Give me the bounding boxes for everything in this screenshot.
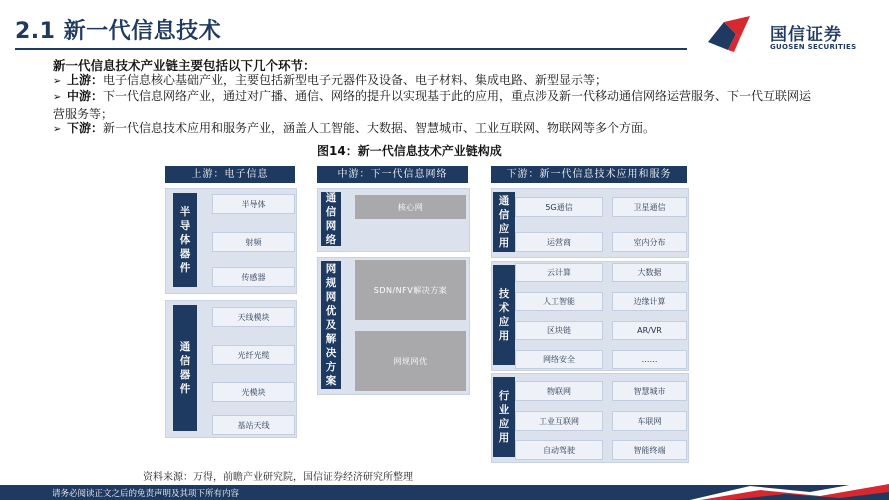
chain-item: AR/VR xyxy=(612,321,687,340)
source-note: 资料来源：万得，前瞻产业研究院，国信证券经济研究所整理 xyxy=(143,472,413,483)
column-header-upstream: 上游：电子信息 xyxy=(165,166,295,183)
chain-item: 智能终端 xyxy=(612,440,687,460)
logo-name-en: GUOSEN SECURITIES xyxy=(770,43,857,51)
bullet-label: 下游： xyxy=(67,121,104,135)
chain-item: 传感器 xyxy=(212,267,295,287)
chain-item: 运营商 xyxy=(515,232,603,252)
guosen-logo-icon xyxy=(706,14,752,54)
chain-item: 大数据 xyxy=(612,263,687,282)
chain-item: 工业互联网 xyxy=(515,411,603,431)
page-title: 2.1 新一代信息技术 xyxy=(15,19,222,44)
bullet-label: 中游： xyxy=(67,89,104,103)
bullet-arrow-icon: ➢ xyxy=(53,92,62,103)
group-label: 通信网络 xyxy=(321,192,341,246)
chain-item: 卫星通信 xyxy=(612,197,687,217)
chain-item: 天线模块 xyxy=(212,307,295,327)
chain-item: 自动驾驶 xyxy=(515,440,603,460)
chain-item: 区块链 xyxy=(515,321,603,340)
column-header-midstream: 中游：下一代信息网络 xyxy=(317,166,468,183)
group-label: 行业应用 xyxy=(493,377,515,457)
chain-item: …… xyxy=(612,350,687,369)
bullet-text: 下一代信息网络产业，通过对广播、通信、网络的提升以实现基于此的应用，重点涉及新一代移动通信网络运营服务、下一代互联网运营服务等； xyxy=(53,89,812,121)
chain-item: 室内分布 xyxy=(612,232,687,252)
chain-item: 光纤光缆 xyxy=(212,345,295,365)
bullet-text: 电子信息核心基础产业，主要包括新型电子元器件及设备、电子材料、集成电路、新型显示等； xyxy=(103,73,608,87)
chain-item: 人工智能 xyxy=(515,292,603,311)
group-label: 通信器件 xyxy=(173,305,197,431)
group-label: 网规网优及解决方案 xyxy=(321,261,341,389)
bullet-arrow-icon: ➢ xyxy=(53,124,62,135)
chain-item: 核心网 xyxy=(355,195,466,219)
group-label: 技术应用 xyxy=(493,265,515,365)
logo-name-cn: 国信证券 xyxy=(770,25,842,45)
bullet-midstream xyxy=(53,88,823,122)
group-label: 通信应用 xyxy=(493,192,515,252)
chain-item: 网规网优 xyxy=(355,331,466,391)
column-header-downstream: 下游：新一代信息技术应用和服务 xyxy=(491,166,687,183)
footer-ribbon-icon xyxy=(690,478,889,500)
bullet-downstream xyxy=(53,120,655,138)
chain-item: 5G通信 xyxy=(515,197,603,217)
bullet-text: 新一代信息技术应用和服务产业，涵盖人工智能、大数据、智慧城市、工业互联网、物联网等多个方面。 xyxy=(103,121,656,135)
chain-item: 车联网 xyxy=(612,411,687,431)
chain-item: 半导体 xyxy=(212,194,295,214)
footer-disclaimer: 请务必阅读正文之后的免责声明及其项下所有内容 xyxy=(52,489,240,499)
group-label: 半导体器件 xyxy=(173,193,197,287)
intro-lead: 新一代信息技术产业链主要包括以下几个环节： xyxy=(53,58,316,73)
chain-item: 射频 xyxy=(212,232,295,252)
chain-item: 物联网 xyxy=(515,381,603,401)
title-divider xyxy=(15,48,687,50)
bullet-label: 上游： xyxy=(67,73,104,87)
chain-item: 边缘计算 xyxy=(612,292,687,311)
chain-item: 基站天线 xyxy=(212,415,295,435)
bullet-arrow-icon: ➢ xyxy=(53,76,62,87)
chain-item: 网络安全 xyxy=(515,350,603,369)
chain-item: SDN/NFV解决方案 xyxy=(355,260,466,320)
chain-item: 云计算 xyxy=(515,263,603,282)
chain-item: 智慧城市 xyxy=(612,381,687,401)
chain-item: 光模块 xyxy=(212,382,295,402)
figure-caption: 图14：新一代信息技术产业链构成 xyxy=(317,144,502,158)
